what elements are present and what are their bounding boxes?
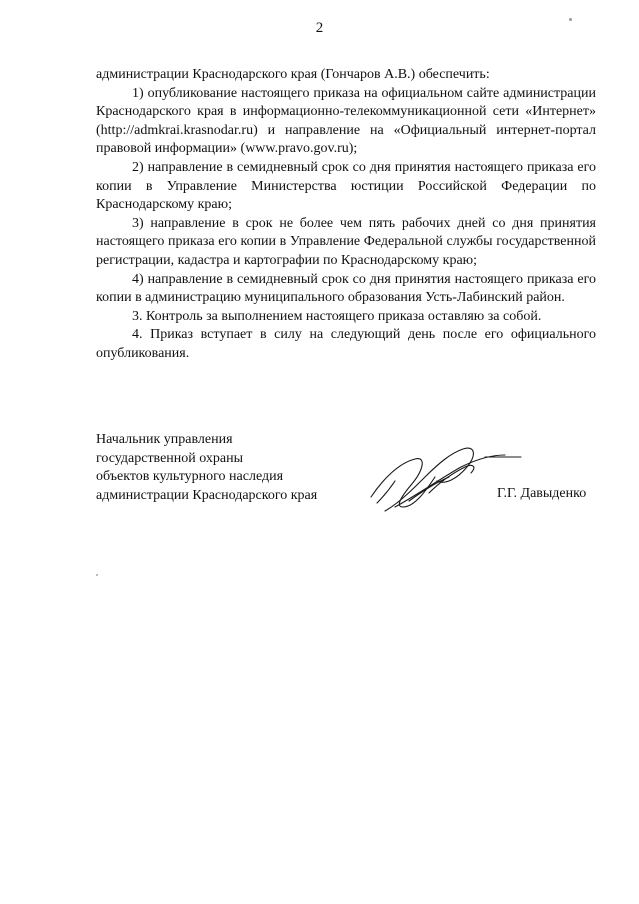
signatory-position (96, 431, 317, 505)
position-line: Начальник управления (96, 432, 233, 447)
paragraph-item-3: 3) направление в срок не более чем пять рабочих дней со дня принятия настоящего приказа его копии в Управление Федеральной службы государственной регистрации, кадастра и картографии по Краснодарскому краю; (96, 215, 596, 268)
paragraph-clause-3: 3. Контроль за выполнением настоящего приказа оставляю за собой. (132, 308, 542, 324)
position-line: объектов культурного наследия (96, 469, 284, 485)
position-line: государственной охраны (96, 450, 244, 466)
paragraph-clause-4: 4. Приказ вступает в силу на следующий день после его официального опубликования. (96, 327, 596, 361)
paragraph-intro: администрации Краснодарского края (Гончаров А.В.) обеспечить: (96, 67, 490, 82)
scan-speck (96, 574, 98, 576)
handwritten-signature (365, 437, 525, 517)
document-body (96, 66, 596, 364)
paragraph-item-2: 2) направление в семидневный срок со дня принятия настоящего приказа его копии в Управление Министерства юстиции Российской Федерации по Краснодарскому краю; (96, 159, 596, 213)
paragraph-item-4: 4) направление в семидневный срок со дня принятия настоящего приказа его копии в администрацию муниципального образования Усть-Лабинский район. (96, 271, 596, 306)
page-number: 2 (315, 20, 324, 36)
position-line: администрации Краснодарского края (96, 487, 318, 503)
paragraph-item-1: 1) опубликование настоящего приказа на официальном сайте администрации Краснодарского края в информационно-телекоммуникационной сети «Интернет» (http://admkrai.krasnodar.ru) и направление на «Официальный интернет-портал правовой информации» (www.pravo.gov.ru); (96, 85, 596, 157)
signer-name: Г.Г. Давыденко (497, 486, 587, 501)
